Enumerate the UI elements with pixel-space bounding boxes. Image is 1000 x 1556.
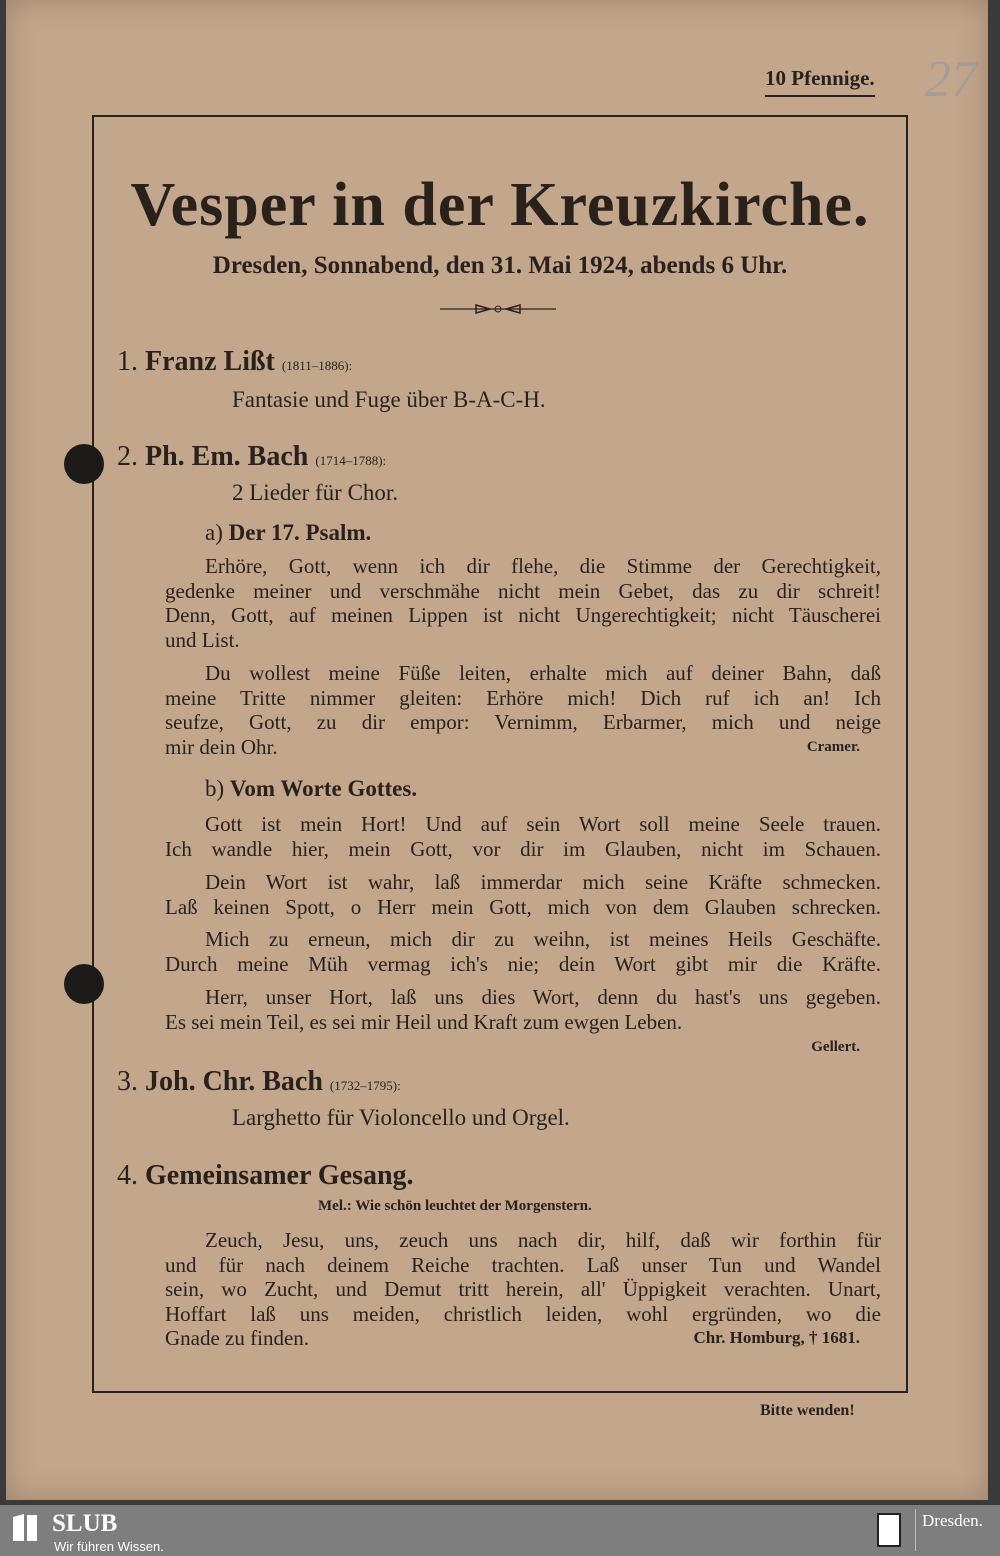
item-2-heading: 2. Ph. Em. Bach (1714–1788):	[117, 441, 387, 472]
slub-logo[interactable]: SLUB	[52, 1510, 118, 1537]
item-4-heading: 4. Gemeinsamer Gesang.	[117, 1160, 414, 1191]
item-3-work: Larghetto für Violoncello und Orgel.	[232, 1105, 570, 1130]
melody-note: Mel.: Wie schön leuchtet der Morgenstern.	[318, 1198, 592, 1214]
divider	[915, 1509, 916, 1551]
author-gellert: Gellert.	[811, 1039, 860, 1055]
item-1-work: Fantasie und Fuge über B-A-C-H.	[232, 387, 546, 412]
slub-book-icon	[10, 1513, 40, 1543]
author-homburg: Chr. Homburg, † 1681.	[693, 1328, 860, 1347]
price: 10 Pfennige.	[765, 66, 875, 97]
part-b-heading: b) Vom Worte Gottes.	[205, 776, 418, 801]
psalm-stanza-1: Erhöre, Gott, wenn ich dir flehe, die Stimme der Gerechtigkeit, gedenke meiner und verschmähe nicht mein Gebet, das zu dir schreit! Denn, Gott, auf meinen Lippen ist nicht Ungerechtigkeit; nicht Täuscherei und List.	[165, 554, 881, 652]
subtitle: Dresden, Sonnabend, den 31. Mai 1924, abends 6 Uhr.	[212, 252, 788, 279]
turn-over-note: Bitte wenden!	[760, 1402, 855, 1419]
punch-hole	[64, 444, 104, 484]
pencil-mark: 27	[925, 51, 977, 108]
item-2-work: 2 Lieder für Chor.	[232, 480, 399, 505]
psalm-stanza-2: Du wollest meine Füße leiten, erhalte mich auf deiner Bahn, daß meine Tritte nimmer gleiten: Erhöre mich! Dich ruf ich an! Ich seufze, Gott, zu dir empor: Vernimm, Erbarmer, mich und neige mir dein Ohr.	[165, 661, 881, 759]
punch-hole	[64, 964, 104, 1004]
gellert-stanza-2: Dein Wort ist wahr, laß immerdar mich seine Kräfte schmecken. Laß keinen Spott, o Herr mein Gott, mich von dem Glauben schrecken.	[165, 870, 881, 919]
dresden-coat-of-arms-icon	[877, 1513, 901, 1547]
item-3-heading: 3. Joh. Chr. Bach (1732–1795):	[117, 1066, 401, 1097]
dresden-logo[interactable]: Dresden.	[922, 1511, 983, 1530]
gellert-stanza-1: Gott ist mein Hort! Und auf sein Wort soll meine Seele trauen. Ich wandle hier, mein Gott, vor dir im Glauben, nicht im Schauen.	[165, 812, 881, 861]
gellert-stanza-3: Mich zu erneun, mich dir zu weihn, ist meines Heils Geschäfte. Durch meine Müh vermag ich's nie; dein Wort gibt mir die Kräfte.	[165, 927, 881, 976]
author-cramer: Cramer.	[806, 739, 860, 755]
page-title: Vesper in der Kreuzkirche.	[130, 171, 870, 239]
gellert-stanza-4: Herr, unser Hort, laß uns dies Wort, denn du hast's uns gegeben. Es sei mein Teil, es sei mir Heil und Kraft zum ewgen Leben.	[165, 985, 881, 1034]
hymn-text: Zeuch, Jesu, uns, zeuch uns nach dir, hilf, daß wir forthin für und für nach deinem Reiche trachten. Laß unser Tun und Wandel sein, wo Zucht, und Demut tritt herein, all' Üppigkeit verachten. Unart, Hoffart laß uns meiden, christlich leiden, wohl ergründen, wo die Gnade zu finden.	[165, 1228, 881, 1350]
ornament-divider	[440, 303, 556, 315]
footer-bar	[0, 1505, 1000, 1556]
part-a-heading: a) Der 17. Psalm.	[205, 520, 372, 545]
item-1-heading: 1. Franz Lißt (1811–1886):	[117, 346, 353, 377]
slub-tagline: Wir führen Wissen.	[54, 1539, 164, 1554]
